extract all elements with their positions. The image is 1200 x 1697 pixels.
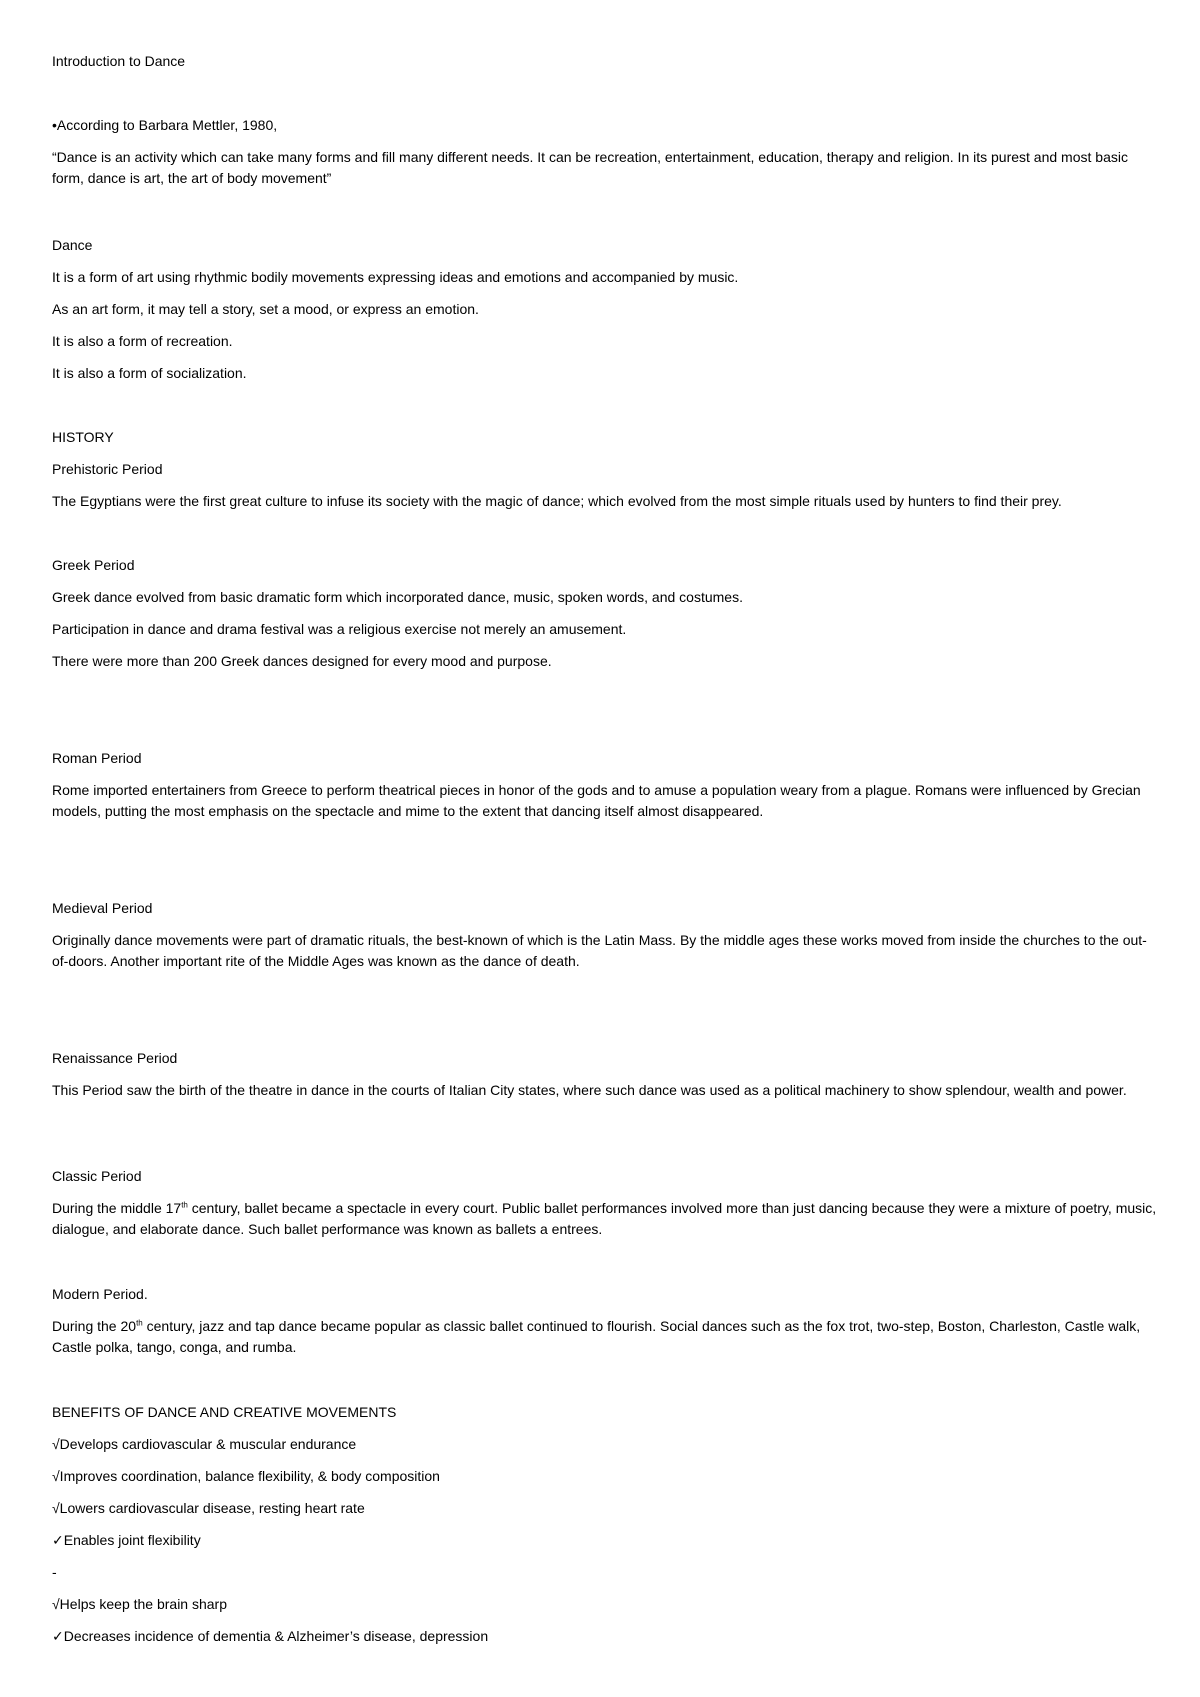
history-heading: HISTORY	[52, 429, 114, 445]
prehistoric-period-text: The Egyptians were the first great culture to infuse its society with the magic of dance; which evolved from the most simple rituals used by hunters to find their prey.	[52, 493, 1062, 509]
benefit-item: √Improves coordination, balance flexibility, & body composition	[52, 1468, 440, 1484]
benefit-item: √Lowers cardiovascular disease, resting heart rate	[52, 1500, 365, 1516]
modern-period-text	[52, 1316, 1160, 1358]
roman-period-text: Rome imported entertainers from Greece to perform theatrical pieces in honor of the gods and to amuse a population weary from a plague. Romans were influenced by Grecian models, putting the most emphasis on the spectacle and mime to the extent that dancing itself almost disappeared.	[52, 782, 1141, 819]
modern-ordinal-suffix: th	[136, 1318, 143, 1328]
medieval-period-text: Originally dance movements were part of dramatic rituals, the best-known of which is the Latin Mass. By the middle ages these works moved from inside the churches to the out-of-doors. Another important rite of the Middle Ages was known as the dance of death.	[52, 932, 1147, 969]
benefit-item: ✓Enables joint flexibility	[52, 1532, 201, 1548]
medieval-period-title: Medieval Period	[52, 900, 153, 916]
renaissance-period-title: Renaissance Period	[52, 1050, 178, 1066]
benefit-separator: -	[52, 1564, 57, 1580]
greek-period-line: Participation in dance and drama festival was a religious exercise not merely an amusement.	[52, 621, 627, 637]
benefit-item: √Helps keep the brain sharp	[52, 1596, 228, 1612]
document-title: Introduction to Dance	[52, 53, 186, 69]
roman-period-title: Roman Period	[52, 750, 142, 766]
classic-period-text	[52, 1198, 1160, 1240]
renaissance-period-text: This Period saw the birth of the theatre in dance in the courts of Italian City states, where such dance was used as a political machinery to show splendour, wealth and power.	[52, 1082, 1127, 1098]
classic-period-title: Classic Period	[52, 1168, 142, 1184]
benefits-heading: BENEFITS OF DANCE AND CREATIVE MOVEMENTS	[52, 1404, 397, 1420]
greek-period-line: There were more than 200 Greek dances designed for every mood and purpose.	[52, 653, 552, 669]
classic-text-end: century, ballet became a spectacle in every court. Public ballet performances involved more than just dancing because they were a mixture of poetry, music, dialogue, and elaborate dance. Such ballet performance was known as ballets a entrees.	[52, 1200, 1157, 1237]
intro-quote: “Dance is an activity which can take many forms and fill many different needs. It can be recreation, entertainment, education, therapy and religion. In its purest and most basic form, dance is art, the art of body movement”	[52, 149, 1128, 186]
dance-line: It is also a form of recreation.	[52, 333, 233, 349]
benefit-item: √Develops cardiovascular & muscular endurance	[52, 1436, 357, 1452]
intro-citation: •According to Barbara Mettler, 1980,	[52, 117, 278, 133]
dance-line: It is also a form of socialization.	[52, 365, 247, 381]
benefit-item: ✓Decreases incidence of dementia & Alzheimer’s disease, depression	[52, 1628, 489, 1644]
prehistoric-period-title: Prehistoric Period	[52, 461, 163, 477]
dance-heading: Dance	[52, 237, 93, 253]
greek-period-title: Greek Period	[52, 557, 135, 573]
dance-line: It is a form of art using rhythmic bodily movements expressing ideas and emotions and accompanied by music.	[52, 269, 739, 285]
greek-period-line: Greek dance evolved from basic dramatic form which incorporated dance, music, spoken words, and costumes.	[52, 589, 743, 605]
classic-ordinal-suffix: th	[181, 1200, 188, 1210]
classic-text-start: During the middle 17	[52, 1200, 182, 1216]
modern-text-start: During the 20	[52, 1318, 137, 1334]
modern-text-end: century, jazz and tap dance became popular as classic ballet continued to flourish. Social dances such as the fox trot, two-step, Boston, Charleston, Castle walk, Castle polka, tango, conga, and rumba.	[52, 1318, 1141, 1355]
dance-line: As an art form, it may tell a story, set a mood, or express an emotion.	[52, 301, 479, 317]
modern-period-title: Modern Period.	[52, 1286, 148, 1302]
